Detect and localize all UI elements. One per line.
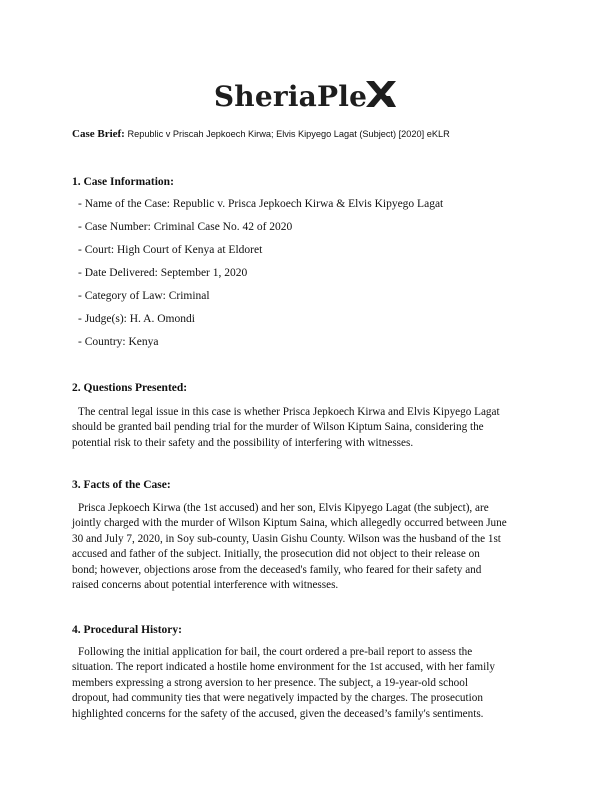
paragraph-line: Prisca Jepkoech Kirwa (the 1st accused) and her son, Elvis Kipyego Lagat (the subject), are [78, 502, 489, 514]
case-info-country: - Country: Kenya [78, 336, 159, 348]
paragraph-line: jointly charged with the murder of Wilson Kiptum Saina, which allegedly occurred between June [72, 517, 507, 530]
paragraph-line: dropout, had community ties that were negatively impacted by the charges. The prosecution [72, 692, 483, 705]
case-info-category: - Category of Law: Criminal [78, 290, 210, 302]
case-brief-line [72, 128, 552, 140]
facts-paragraph [72, 501, 546, 593]
logo-x-mark-icon [364, 79, 398, 109]
case-info-court: - Court: High Court of Kenya at Eldoret [78, 244, 263, 256]
paragraph-line: should be granted bail pending trial for the murder of Wilson Kiptum Saina, considering the [72, 421, 484, 434]
section-heading-case-information: 1. Case Information: [72, 176, 174, 188]
paragraph-line: The central legal issue in this case is whether Prisca Jepkoech Kirwa and Elvis Kipyego Lagat [78, 406, 500, 418]
case-info-judges: - Judge(s): H. A. Omondi [78, 313, 195, 325]
case-brief-label: Case Brief: [72, 128, 125, 140]
case-brief-title: Republic v Priscah Jepkoech Kirwa; Elvis Kipyego Lagat (Subject) [2020] eKLR [127, 129, 450, 139]
procedural-paragraph [72, 645, 546, 722]
paragraph-line: accused and father of the subject. Initially, the prosecution did not object to their release on [72, 548, 480, 561]
paragraph-line: situation. The report indicated a hostile home environment for the 1st accused, with her family [72, 661, 495, 674]
paragraph-line: potential risk to their safety and the possibility of interfering with witnesses. [72, 436, 414, 449]
paragraph-line: highlighted concerns for the safety of the accused, given the deceased’s family's sentiments. [72, 707, 484, 720]
questions-paragraph [72, 405, 546, 451]
section-heading-questions-presented: 2. Questions Presented: [72, 382, 188, 394]
paragraph-line: members expressing a strong aversion to her presence. The subject, a 19-year-old school [72, 676, 468, 689]
paragraph-line: bond; however, objections arose from the deceased's family, who feared for their safety and [72, 563, 482, 576]
paragraph-line: raised concerns about potential interference with witnesses. [72, 579, 339, 592]
sheriaplex-logo [0, 80, 612, 120]
section-heading-procedural-history: 4. Procedural History: [72, 624, 182, 636]
case-info-date: - Date Delivered: September 1, 2020 [78, 267, 248, 279]
case-info-number: - Case Number: Criminal Case No. 42 of 2020 [78, 221, 293, 233]
paragraph-line: 30 and July 7, 2020, in Soy sub-county, Uasin Gishu County. Wilson was the husband of the 1st [72, 532, 501, 545]
logo-text: SheriaPle [213, 80, 368, 113]
paragraph-line: Following the initial application for bail, the court ordered a pre-bail report to assess the [78, 646, 473, 658]
section-heading-facts: 3. Facts of the Case: [72, 479, 171, 491]
case-info-name: - Name of the Case: Republic v. Prisca Jepkoech Kirwa & Elvis Kipyego Lagat [78, 198, 444, 210]
